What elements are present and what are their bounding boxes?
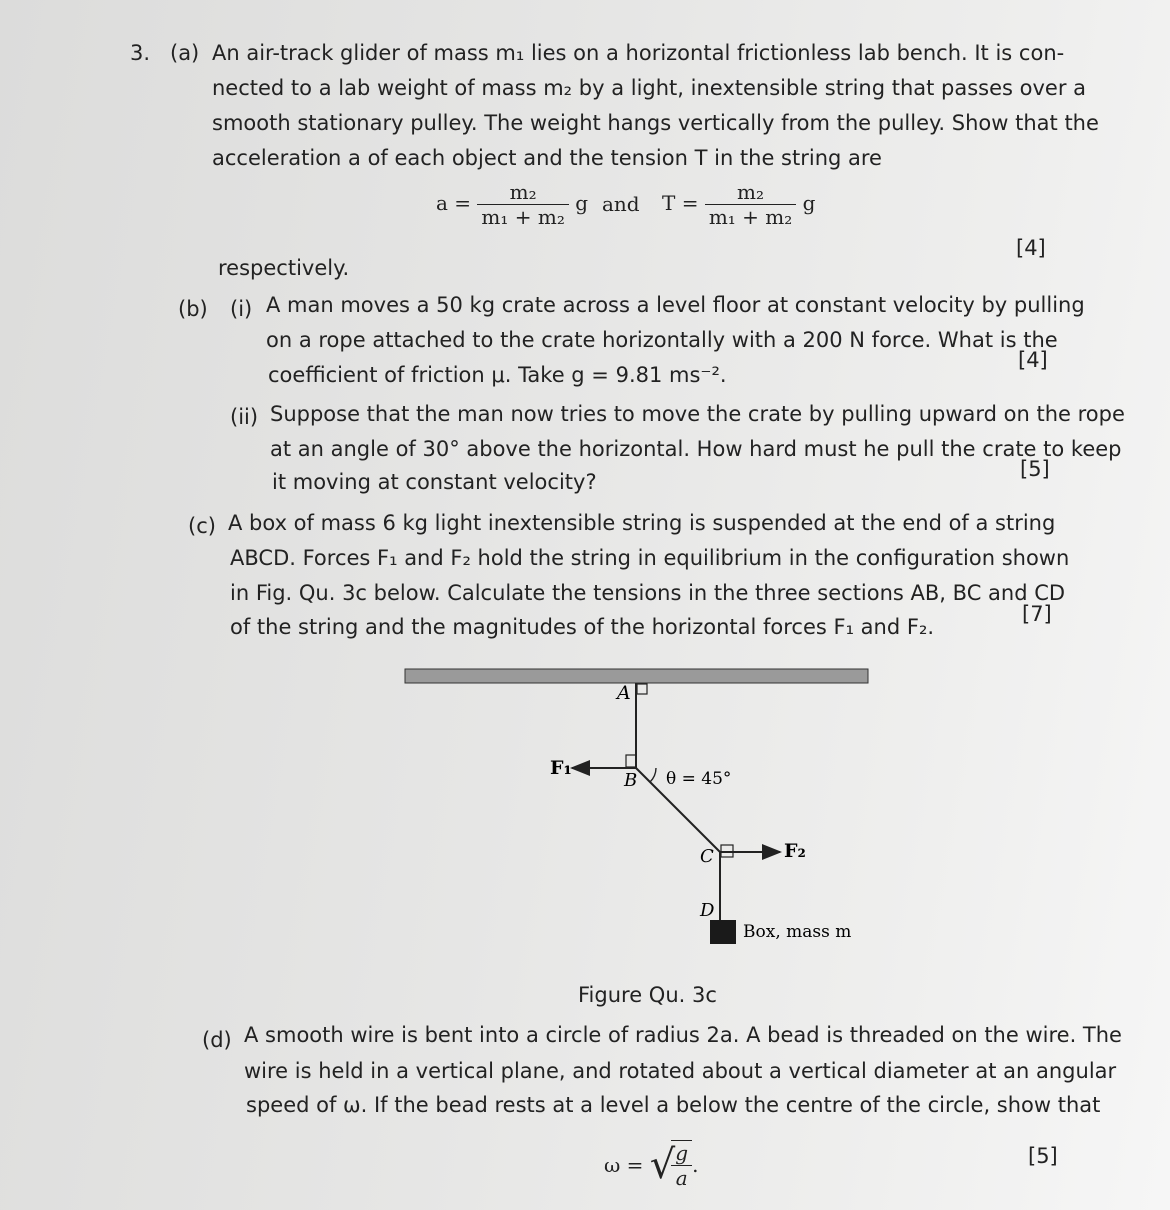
eq-omega-lhs: ω =	[604, 1153, 644, 1177]
part-b-ii-line-2: at an angle of 30° above the horizontal. How hard must he pull the crate to keep	[270, 437, 1122, 461]
part-b-i-label: (i)	[230, 297, 253, 321]
label-F1: F₁	[550, 757, 572, 779]
label-B: B	[624, 770, 638, 791]
eq-omega-denominator: a	[671, 1165, 692, 1190]
eq-a-numerator: m₂	[509, 180, 537, 204]
sqrt-icon: √	[649, 1142, 676, 1188]
part-c-line-2: ABCD. Forces F₁ and F₂ hold the string in equilibrium in the configuration shown	[230, 546, 1070, 570]
ceiling-bar	[405, 669, 868, 683]
part-a-label: (a)	[170, 41, 200, 65]
part-b-ii-marks: [5]	[1020, 457, 1050, 481]
eq-a-denominator: m₁ + m₂	[477, 204, 568, 229]
eq-omega-numerator: g	[675, 1141, 689, 1165]
label-D: D	[700, 900, 715, 921]
part-a-marks: [4]	[1016, 236, 1046, 260]
part-a-line-3: smooth stationary pulley. The weight hangs vertically from the pulley. Show that the	[212, 111, 1099, 135]
part-d-line-1: A smooth wire is bent into a circle of radius 2a. A bead is threaded on the wire. The	[244, 1023, 1122, 1047]
box-mass	[710, 920, 736, 944]
right-angle-mark-A	[637, 684, 647, 694]
eq-and: and	[602, 192, 640, 216]
part-b-i-marks: [4]	[1018, 348, 1048, 372]
part-b-i-line-1: A man moves a 50 kg crate across a level floor at constant velocity by pulling	[266, 293, 1085, 317]
question-number: 3.	[130, 41, 151, 65]
part-a-line-2: nected to a lab weight of mass m₂ by a light, inextensible string that passes over a	[212, 76, 1087, 100]
part-b-i-line-2: on a rope attached to the crate horizontally with a 200 N force. What is the	[266, 328, 1058, 352]
eq-omega-fraction	[671, 1140, 692, 1190]
figure-caption: Figure Qu. 3c	[578, 983, 717, 1007]
part-d-marks: [5]	[1028, 1144, 1058, 1168]
part-c-line-3: in Fig. Qu. 3c below. Calculate the tensions in the three sections AB, BC and CD	[230, 581, 1066, 605]
part-c-marks: [7]	[1022, 602, 1052, 626]
part-d-line-2: wire is held in a vertical plane, and rotated about a vertical diameter at an angular	[244, 1059, 1117, 1083]
eq-a-g: g	[575, 191, 589, 215]
part-b-ii-line-1: Suppose that the man now tries to move the crate by pulling upward on the rope	[270, 402, 1125, 426]
box-label: Box, mass m	[743, 922, 852, 942]
part-c-line-1: A box of mass 6 kg light inextensible string is suspended at the end of a string	[228, 511, 1056, 535]
eq-T-denominator: m₁ + m₂	[705, 204, 796, 229]
part-a-line-1: An air-track glider of mass m₁ lies on a horizontal frictionless lab bench. It is con-	[212, 41, 1065, 65]
part-a-line-5: respectively.	[218, 256, 350, 280]
label-F2: F₂	[784, 840, 806, 862]
label-C: C	[700, 846, 714, 867]
part-d-label: (d)	[202, 1028, 232, 1052]
eq-T-numerator: m₂	[737, 180, 765, 204]
part-a-line-4: acceleration a of each object and the tension T in the string are	[212, 146, 882, 170]
eq-a-lhs: a =	[436, 191, 472, 215]
eq-T-g: g	[802, 191, 816, 215]
right-angle-mark-B	[626, 755, 636, 767]
part-b-i-line-3: coefficient of friction μ. Take g = 9.81 ms⁻².	[268, 363, 727, 387]
part-b-ii-label: (ii)	[230, 405, 259, 429]
eq-omega-period: .	[692, 1153, 699, 1177]
equation-omega	[604, 1140, 698, 1190]
part-c-line-4: of the string and the magnitudes of the horizontal forces F₁ and F₂.	[230, 615, 935, 639]
part-b-label: (b)	[178, 297, 208, 321]
angle-arc	[650, 768, 656, 782]
part-b-ii-line-3: it moving at constant velocity?	[272, 470, 597, 494]
label-A: A	[617, 682, 631, 704]
angle-label: θ = 45°	[666, 769, 732, 789]
part-d-line-3: speed of ω. If the bead rests at a level a below the centre of the circle, show that	[246, 1093, 1101, 1117]
part-c-label: (c)	[188, 514, 216, 538]
eq-T-lhs: T =	[662, 191, 699, 215]
